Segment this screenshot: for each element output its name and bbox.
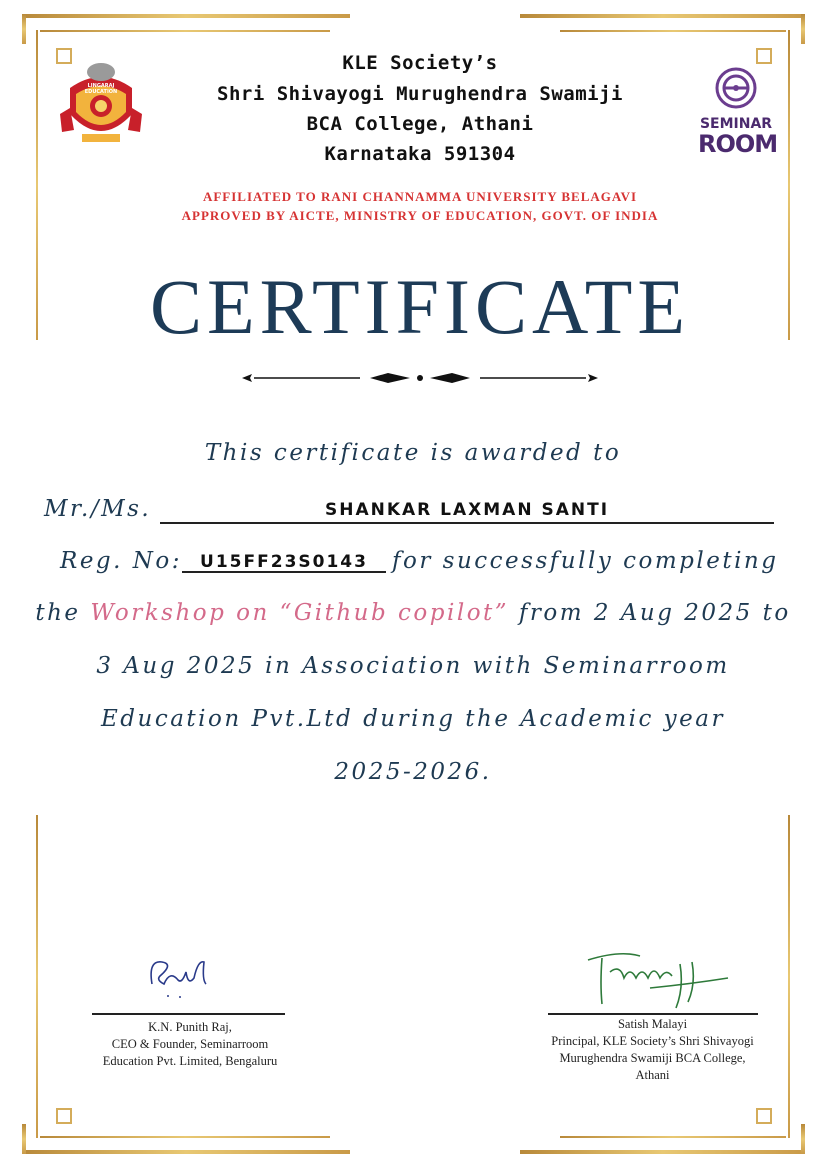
academic-year-line: Education Pvt.Ltd during the Academic year xyxy=(101,706,725,732)
kle-emblem-text: LINGARAJ EDUCATION xyxy=(84,83,118,95)
workshop-line xyxy=(0,600,826,626)
right-signature-line xyxy=(548,1013,758,1015)
registration-number: U15FF23S0143 xyxy=(200,552,368,572)
seminar-room-logo xyxy=(698,66,778,164)
left-signature xyxy=(140,950,220,1000)
association-line: 3 Aug 2025 in Association with Seminarroom xyxy=(96,653,730,679)
completion-text: for successfully completing xyxy=(392,548,779,574)
left-signatory-org: Education Pvt. Limited, Bengaluru xyxy=(102,1054,278,1068)
seminar-logo-word2: ROOM xyxy=(698,130,778,158)
ornamental-divider xyxy=(240,368,600,388)
workshop-title: Workshop on “Github copilot” xyxy=(90,600,510,626)
right-signatory xyxy=(530,1016,775,1084)
right-signatory-place: Athani xyxy=(635,1068,670,1082)
left-signatory-name: K.N. Punith Raj, xyxy=(148,1020,232,1034)
kle-emblem-logo xyxy=(56,58,146,150)
header-address: Karnataka 591304 xyxy=(324,143,516,165)
seminar-logo-word1: SEMINAR xyxy=(699,116,773,132)
awarded-to-text: This certificate is awarded to xyxy=(204,440,622,466)
left-signatory xyxy=(70,1019,310,1070)
right-signature xyxy=(580,944,730,1014)
right-signatory-name: Satish Malayi xyxy=(617,1017,688,1031)
affiliation-approval: APPROVED BY AICTE, MINISTRY OF EDUCATION, GOVT. OF INDIA xyxy=(181,208,659,223)
workshop-line-suffix: from 2 Aug 2025 to xyxy=(518,600,791,626)
workshop-line-prefix: the xyxy=(35,600,81,626)
header-society: KLE Society’s xyxy=(342,52,498,74)
header-college-name: Shri Shivayogi Murughendra Swamiji xyxy=(217,83,623,105)
name-label: Mr./Ms. xyxy=(44,496,152,522)
header-college-type: BCA College, Athani xyxy=(306,113,534,135)
certificate-title: CERTIFICATE xyxy=(150,263,690,350)
recipient-name: SHANKAR LAXMAN SANTI xyxy=(324,500,610,520)
affiliation-university: AFFILIATED TO RANI CHANNAMMA UNIVERSITY BELAGAVI xyxy=(202,189,638,204)
academic-year-value: 2025-2026. xyxy=(334,759,492,785)
name-underline xyxy=(160,522,774,524)
left-signature-line xyxy=(92,1013,285,1015)
right-signatory-org: Murughendra Swamiji BCA College, xyxy=(559,1051,746,1065)
right-signatory-title: Principal, KLE Society’s Shri Shivayogi xyxy=(551,1034,754,1048)
reg-label: Reg. No: xyxy=(60,548,182,574)
left-signatory-title: CEO & Founder, Seminarroom xyxy=(111,1037,269,1051)
